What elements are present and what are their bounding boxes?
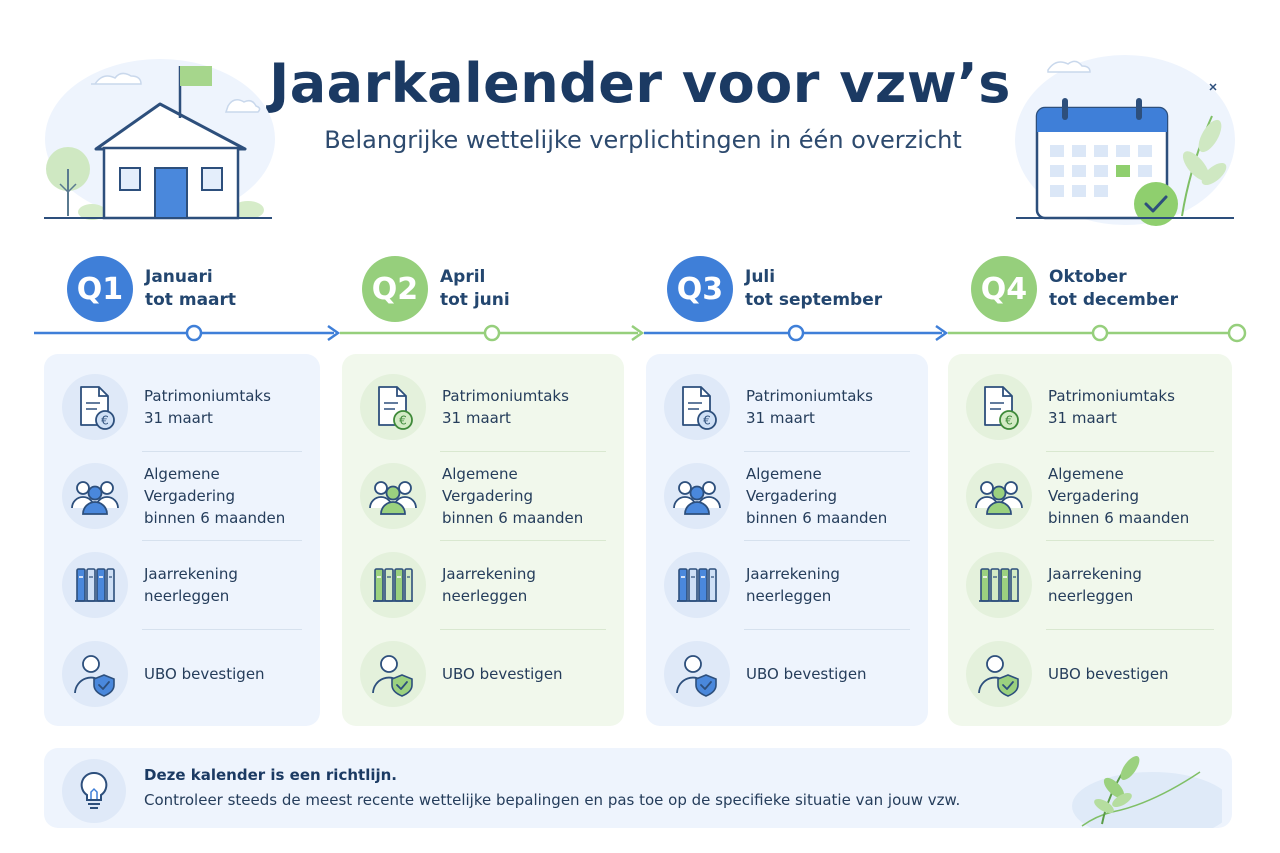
note-text: Controleer steeds de meest recente wettelijke bepalingen en pas toe op de specifieke situatie van jouw vzw. [144,791,961,809]
document-euro-icon [966,374,1032,440]
obligation-text [1048,385,1175,429]
quarter-header-q4 [971,256,1178,322]
quarter-card-q2 [342,354,624,726]
obligation-detail: binnen 6 maanden [144,508,286,527]
obligation-item [664,629,910,718]
obligation-detail: 31 maart [144,408,213,427]
quarter-range: Juli tot september [745,267,883,310]
obligation-text [442,385,569,429]
people-group-icon [966,463,1032,529]
obligation-text [442,563,536,607]
obligation-item [360,451,606,540]
quarter-header-q1 [67,256,236,322]
obligation-title: Patrimoniumtaks [746,386,873,405]
quarter-badge: Q1 [67,256,133,322]
obligation-title: Algemene Vergadering [746,464,838,505]
quarter-header-q3 [667,256,882,322]
person-shield-icon [966,641,1032,707]
obligation-item [966,629,1214,718]
plant-decoration [1042,748,1222,828]
svg-text:€: € [703,413,711,427]
obligation-item [62,362,302,451]
people-group-icon [62,463,128,529]
obligation-item [62,451,302,540]
binders-icon [360,552,426,618]
obligation-title: Jaarrekening [746,564,840,583]
obligation-text [144,563,238,607]
person-shield-icon [664,641,730,707]
document-euro-icon [664,374,730,440]
obligation-title: Jaarrekening [1048,564,1142,583]
quarter-badge: Q3 [667,256,733,322]
obligation-text [1048,563,1142,607]
quarter-range: April tot juni [440,267,510,310]
obligation-title: UBO bevestigen [1048,664,1169,683]
quarter-badge: Q4 [971,256,1037,322]
note-title: Deze kalender is een richtlijn. [144,766,397,784]
page-title: Jaarkalender voor vzw’s [269,52,1011,115]
obligation-text [1048,663,1169,685]
obligation-title: UBO bevestigen [442,664,563,683]
obligation-text [442,663,563,685]
document-euro-icon [360,374,426,440]
obligation-text [442,463,606,529]
obligation-item [360,540,606,629]
obligation-item [664,451,910,540]
quarter-range: Januari tot maart [145,267,237,310]
obligation-title: Algemene Vergadering [1048,464,1140,505]
quarter-card-q1 [44,354,320,726]
obligation-title: Patrimoniumtaks [442,386,569,405]
obligation-text [144,663,265,685]
obligation-detail: neerleggen [1048,586,1134,605]
obligation-text [746,563,840,607]
svg-text:€: € [1005,413,1013,427]
obligation-detail: binnen 6 maanden [746,508,888,527]
obligation-item [966,540,1214,629]
obligation-detail: 31 maart [442,408,511,427]
obligation-item [62,629,302,718]
obligation-detail: binnen 6 maanden [442,508,584,527]
quarter-range: Oktober tot december [1049,267,1178,310]
lightbulb-icon [62,759,126,823]
obligation-item [966,362,1214,451]
obligation-detail: neerleggen [746,586,832,605]
calendar-illustration [1010,40,1240,230]
quarter-card-q4 [948,354,1232,726]
people-group-icon [664,463,730,529]
quarter-header-q2 [362,256,510,322]
person-shield-icon [360,641,426,707]
obligation-title: Patrimoniumtaks [1048,386,1175,405]
obligation-title: Algemene Vergadering [144,464,236,505]
obligation-item [966,451,1214,540]
binders-icon [966,552,1032,618]
quarter-card-q3 [646,354,928,726]
obligation-item [62,540,302,629]
obligation-detail: 31 maart [746,408,815,427]
obligation-detail: binnen 6 maanden [1048,508,1190,527]
binders-icon [664,552,730,618]
obligation-title: Jaarrekening [442,564,536,583]
obligation-detail: neerleggen [442,586,528,605]
obligation-text [746,385,873,429]
obligation-title: Jaarrekening [144,564,238,583]
obligation-text [144,385,271,429]
obligation-item [664,362,910,451]
page-subtitle: Belangrijke wettelijke verplichtingen in één overzicht [324,126,962,154]
obligation-item [664,540,910,629]
svg-text:€: € [101,413,109,427]
svg-text:€: € [399,413,407,427]
quarter-badge: Q2 [362,256,428,322]
person-shield-icon [62,641,128,707]
obligation-title: Algemene Vergadering [442,464,534,505]
obligation-title: Patrimoniumtaks [144,386,271,405]
obligation-title: UBO bevestigen [746,664,867,683]
obligation-detail: neerleggen [144,586,230,605]
disclaimer-note [44,748,1232,828]
obligation-text [1048,463,1214,529]
binders-icon [62,552,128,618]
people-group-icon [360,463,426,529]
obligation-text [144,463,302,529]
obligation-item [360,362,606,451]
obligation-text [746,463,910,529]
obligation-item [360,629,606,718]
obligation-title: UBO bevestigen [144,664,265,683]
obligation-detail: 31 maart [1048,408,1117,427]
house-illustration [40,44,280,224]
document-euro-icon [62,374,128,440]
obligation-text [746,663,867,685]
